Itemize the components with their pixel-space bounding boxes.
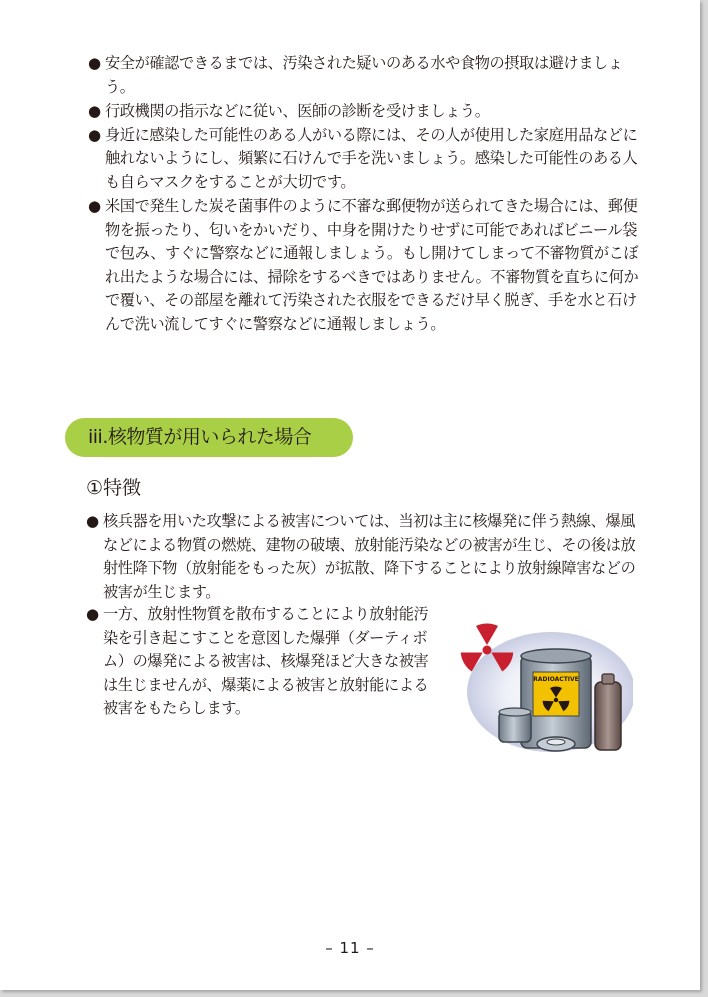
list-item: ● 行政機関の指示などに従い、医師の診断を受けましょう。 <box>88 100 644 124</box>
bullet-icon: ● <box>88 101 102 120</box>
radioactive-materials-illustration <box>455 612 633 758</box>
small-canister <box>499 708 531 742</box>
subsection-heading: ①特徴 <box>86 477 142 499</box>
section-heading: iii.核物質が用いられた場合 <box>65 418 353 457</box>
page-number: – 11 – <box>325 939 375 957</box>
list-item: ● 核兵器を用いた攻撃による被害については、当初は主に核爆発に伴う熱線、爆風などによる物質の燃焼、建物の破壊、放射能汚染などの被害が生じ、その後は放射性降下物（放射能をもった灰）が拡散、降下することにより放射線障害などの被害が生じます。 <box>86 512 636 601</box>
cylinder-container <box>595 674 621 750</box>
bullet-icon: ● <box>88 125 102 144</box>
section-bullet-list-2 <box>86 603 442 721</box>
list-item: ● 安全が確認できるまでは、汚染された疑いのある水や食物の摂取は避けましょう。 <box>88 54 623 96</box>
bullet-icon: ● <box>86 512 100 530</box>
list-item: ● 米国で発生した炭そ菌事件のように不審な郵便物が送られてきた場合には、郵便物を振ったり、匂いをかいだり、中身を開けたりせずに可能であればビニール袋で包み、すぐに警察などに通報しましょう。もし開けてしまって不審物質がこぼれ出たような場合には、掃除をするべきではありません。不審物質を直ちに何かで覆い、その部屋を離れて汚染された衣服をできるだけ早く脱ぎ、手を水と石けんで洗い流してすぐに警察などに通報しましょう。 <box>88 197 639 334</box>
radioactive-label: RADIOACTIVE <box>533 676 579 683</box>
intro-bullet-list <box>88 52 644 337</box>
list-item: ● 一方、放射性物質を散布することにより放射能汚染を引き起こすことを意図した爆弾（ダーティボム）の爆発による被害は、核爆発ほど大きな被害は生じませんが、爆薬による被害と放射能による被害をもたらします。 <box>86 605 429 718</box>
bullet-icon: ● <box>88 54 102 72</box>
bullet-icon: ● <box>86 605 100 623</box>
section-bullet-list <box>86 510 646 605</box>
list-item: ● 身近に感染した可能性のある人がいる際には、その人が使用した家庭用品などに触れないようにし、頻繁に石けんで手を洗いましょう。感染した可能性のある人も自らマスクをすることが大切です。 <box>88 125 638 191</box>
bullet-icon: ● <box>88 197 102 216</box>
lid-disc <box>537 737 575 751</box>
